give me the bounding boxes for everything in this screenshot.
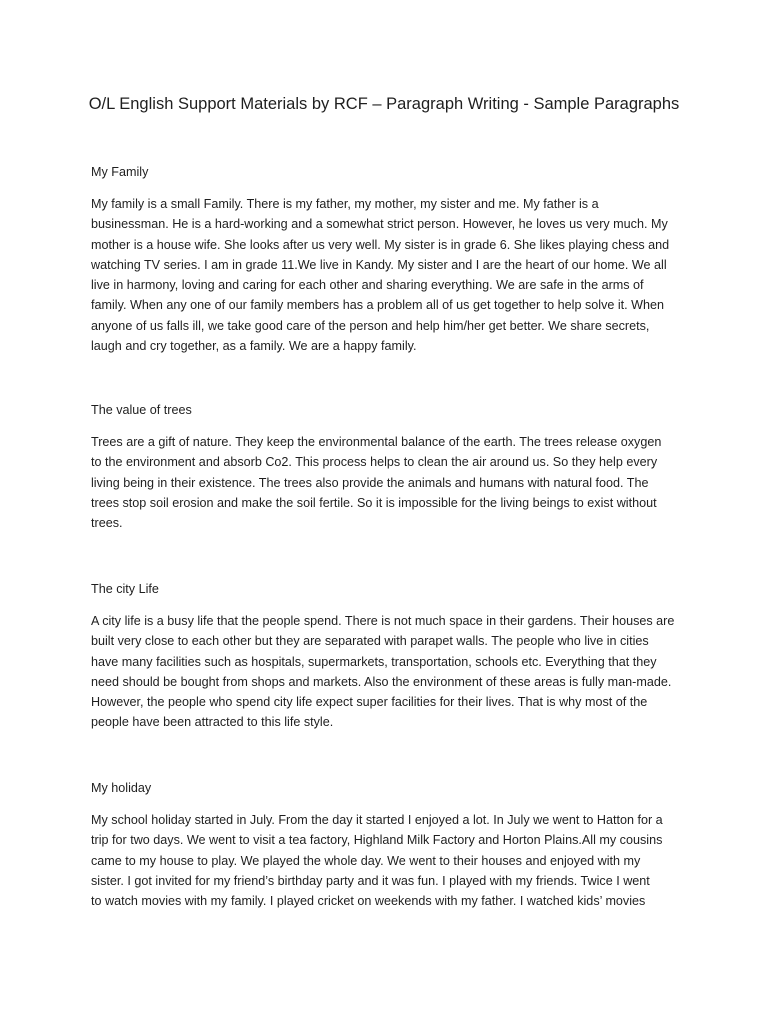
paragraph-line: Trees are a gift of nature. They keep the environmental balance of the earth. The trees release oxygen <box>91 435 662 449</box>
section-heading: My holiday <box>91 781 152 795</box>
paragraph-line: trip for two days. We went to visit a tea factory, Highland Milk Factory and Horton Plains.All my cousins <box>91 833 663 848</box>
section-paragraph <box>91 611 691 733</box>
paragraph-line: anyone of us falls ill, we take good care of the person and help him/her get better. We share secrets, <box>91 318 650 333</box>
paragraph-line: businessman. He is a hard-working and a somewhat strict person. However, he loves us very much. My <box>91 217 668 232</box>
paragraph-line: sister. I got invited for my friend’s birthday party and it was fun. I played with my friends. Twice I went <box>91 873 650 888</box>
paragraph-line: My family is a small Family. There is my father, my mother, my sister and me. My father is a <box>91 197 599 211</box>
section-my-holiday <box>91 778 691 911</box>
paragraph-line: laugh and cry together, as a family. We are a happy family. <box>91 339 417 354</box>
section-city-life <box>91 579 691 733</box>
paragraph-line: A city life is a busy life that the people spend. There is not much space in their gardens. Their houses are <box>91 614 675 628</box>
paragraph-line: came to my house to play. We played the whole day. We went to their houses and enjoyed with my <box>91 853 641 868</box>
paragraph-line: trees. <box>91 516 123 531</box>
section-value-of-trees <box>91 400 691 533</box>
section-my-family <box>91 162 691 356</box>
paragraph-line: living being in their existence. The trees also provide the animals and humans with natural food. The <box>91 475 649 490</box>
section-paragraph <box>91 432 691 533</box>
paragraph-line: family. When any one of our family members has a problem all of us get together to help solve it. When <box>91 298 665 313</box>
paragraph-line: watching TV series. I am in grade 11.We live in Kandy. My sister and I are the heart of our home. We all <box>91 257 667 272</box>
document-title: O/L English Support Materials by RCF – Paragraph Writing - Sample Paragraphs <box>88 95 680 113</box>
section-paragraph <box>91 810 691 911</box>
paragraph-line: have many facilities such as hospitals, supermarkets, transportation, schools etc. Everything that they <box>91 654 657 669</box>
paragraph-line: need should be bought from shops and markets. Also the environment of these areas is fully man-made. <box>91 674 672 689</box>
paragraph-line: built very close to each other but they are separated with parapet walls. The people who live in cities <box>91 634 649 649</box>
paragraph-line: trees stop soil erosion and make the soil fertile. So it is impossible for the living beings to exist without <box>91 495 657 510</box>
paragraph-line: to the environment and absorb Co2. This process helps to clean the air around us. So they help every <box>91 455 658 470</box>
paragraph-line: to watch movies with my family. I played cricket on weekends with my father. I watched kids’ movies <box>91 894 646 909</box>
paragraph-line: mother is a house wife. She looks after us very well. My sister is in grade 6. She likes playing chess and <box>91 237 670 252</box>
paragraph-line: My school holiday started in July. From the day it started I enjoyed a lot. In July we went to Hatton for a <box>91 813 663 827</box>
section-heading: The value of trees <box>91 403 192 417</box>
section-heading: My Family <box>91 165 149 179</box>
paragraph-line: people have been attracted to this life style. <box>91 715 334 730</box>
section-paragraph <box>91 194 691 356</box>
paragraph-line: live in harmony, loving and caring for each other and sharing everything. We are safe in the arms of <box>91 278 644 293</box>
paragraph-line: However, the people who spend city life expect super facilities for their lives. That is why most of the <box>91 695 648 710</box>
section-heading: The city Life <box>91 582 159 596</box>
